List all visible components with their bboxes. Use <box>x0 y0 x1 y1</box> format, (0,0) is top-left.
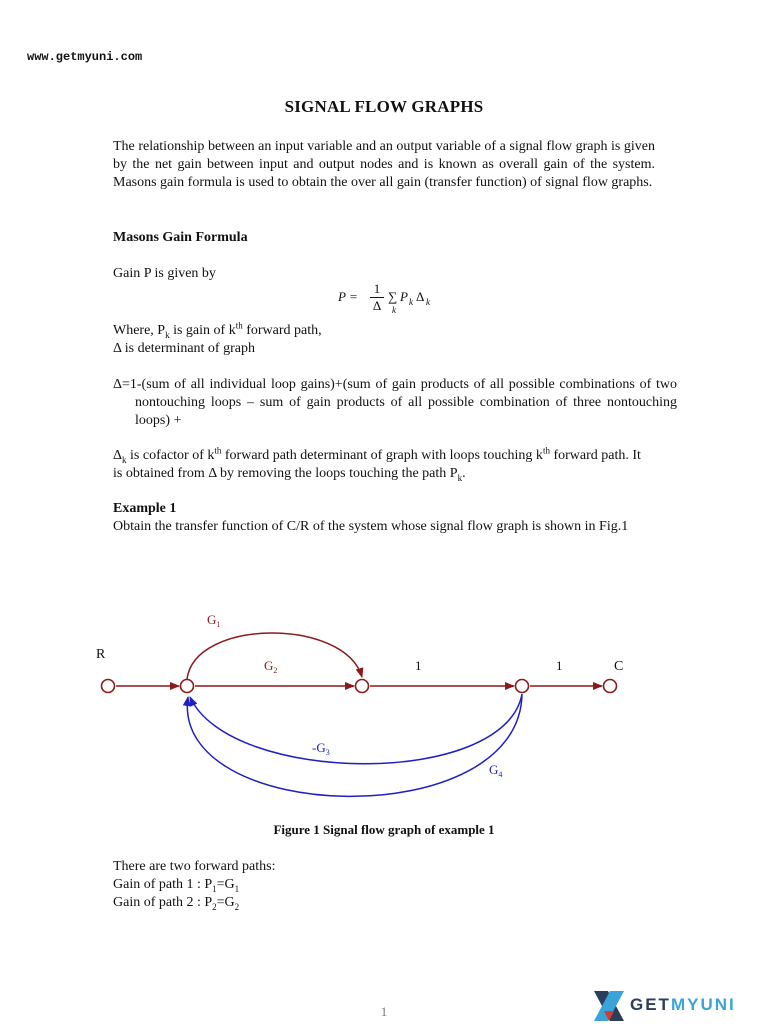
logo-mark-icon <box>592 987 626 1025</box>
label-unity-1: 1 <box>415 658 422 673</box>
figure-caption: Figure 1 Signal flow graph of example 1 <box>273 822 495 837</box>
determinant-line: Δ is determinant of graph <box>113 341 255 356</box>
example-heading: Example 1 <box>113 501 177 516</box>
label-c: C <box>614 659 624 674</box>
signal-flow-graph <box>0 600 768 815</box>
getmyuni-logo[interactable] <box>592 986 768 1026</box>
label-g2: $G_2$ <box>264 658 278 675</box>
path-2-gain: Gain of path 2 : $P_2=G_2$ <box>113 895 240 912</box>
node-2 <box>356 680 369 693</box>
intro-paragraph: The relationship between an input variable and an output variable of a signal flow graph is given by the net gain between input and output nodes and is known as overall gain of the system. Masons gain formula is used to obtain the over all gain (transfer function) of signal flow graphs. <box>113 139 655 190</box>
branch-g3 <box>190 694 522 764</box>
label-unity-2: 1 <box>556 658 563 673</box>
site-url[interactable]: www.getmyuni.com <box>27 50 143 64</box>
formula-fraction <box>368 281 386 313</box>
path-1-gain: Gain of path 1 : $P_1=G_1$ <box>113 877 240 894</box>
logo-text: GETMYUNI <box>630 995 736 1014</box>
page-number: 1 <box>380 1004 388 1019</box>
formula-delta: Δ <box>416 289 425 304</box>
where-line: Where, $P_k$ is gain of $k^{th}$ forward path, <box>113 320 322 340</box>
node-1 <box>181 680 194 693</box>
section-heading: Masons Gain Formula <box>113 230 248 245</box>
page-title: SIGNAL FLOW GRAPHS <box>284 97 484 116</box>
formula-term-sub: k <box>409 297 413 307</box>
label-g4: $G_4$ <box>489 762 503 779</box>
delta-definition: Δ=1-(sum of all individual loop gains)+(sum of gain products of all possible combinations of two nontouching loops – sum of gain products of all possible combination of three nontouching loops) + <box>113 377 677 428</box>
formula-term: P <box>400 289 408 304</box>
label-g3: $-G_3$ <box>312 740 330 757</box>
formula-numerator: 1 <box>373 281 381 296</box>
node-3 <box>516 680 529 693</box>
cofactor-paragraph: $\Delta_k$ is cofactor of $k^{th}$ forward path determinant of graph with loops touching $k^{th}$ forward path. It is obtained from Δ by removing the loops touching the path $P_k$. <box>113 445 641 483</box>
node-input <box>102 680 115 693</box>
formula-denominator: Δ <box>372 298 382 313</box>
formula-lhs: P = <box>338 289 358 304</box>
formula-sum-index: k <box>392 305 396 315</box>
paths-intro: There are two forward paths: <box>113 859 276 874</box>
masons-formula <box>338 281 448 321</box>
formula-delta-sub: k <box>426 297 430 307</box>
label-r: R <box>96 647 106 662</box>
example-text: Obtain the transfer function of C/R of the system whose signal flow graph is shown in Fig.1 <box>113 519 629 534</box>
node-output <box>604 680 617 693</box>
formula-sum: ∑ <box>388 289 398 304</box>
gain-intro: Gain P is given by <box>113 266 216 281</box>
label-g1: $G_1$ <box>207 612 221 629</box>
